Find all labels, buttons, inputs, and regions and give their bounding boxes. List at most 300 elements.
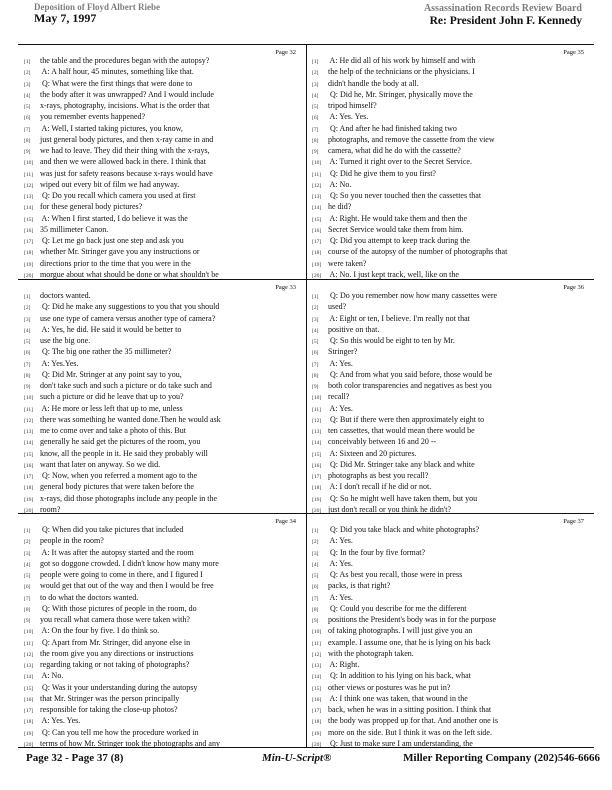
transcript-page <box>18 279 306 513</box>
line-text: that Mr. Stringer was the person principally <box>40 693 180 703</box>
transcript-line <box>24 56 298 67</box>
line-text: A: It was after the autopsy started and the room <box>40 547 194 557</box>
transcript-line <box>24 460 298 471</box>
line-text: A: Right. He would take them and then the <box>328 213 468 223</box>
transcript-line <box>312 225 586 236</box>
line-number: [11] <box>312 406 321 413</box>
transcript-line <box>312 525 586 536</box>
line-number: [6] <box>312 350 319 357</box>
line-text: Stringer? <box>328 347 358 357</box>
line-number: [19] <box>24 730 34 737</box>
transcript-line <box>312 112 586 123</box>
line-text: was just for safety reasons because x-rays would have <box>40 168 213 178</box>
line-text: Q: But if there were then approximately eight to <box>328 414 485 424</box>
line-text: generally he said get the pictures of the room, you <box>40 437 201 447</box>
line-text: Q: Did you take black and white photographs? <box>328 525 480 534</box>
transcript-line <box>312 359 586 370</box>
line-number: [5] <box>24 339 31 345</box>
line-number: [9] <box>24 149 31 155</box>
transcript-line <box>312 291 586 302</box>
line-text: want that later on anyway. So we did. <box>40 459 161 469</box>
line-number: [18] <box>312 485 322 492</box>
transcript-line <box>24 236 298 247</box>
line-number: [11] <box>24 406 33 413</box>
line-text: to do what the doctors wanted. <box>40 592 139 602</box>
transcript-line <box>24 146 298 157</box>
line-number: [1] <box>312 528 319 534</box>
line-text: A: On the four by five. I do think so. <box>40 626 160 636</box>
transcript-line <box>312 347 586 358</box>
line-text: back, when he was in a sitting position. I think that <box>328 705 492 714</box>
line-text: A: Sixteen and 20 pictures. <box>328 448 417 458</box>
line-number: [2] <box>312 70 319 77</box>
transcript-line <box>312 314 586 325</box>
line-number: [16] <box>24 462 34 469</box>
line-number: [17] <box>312 708 322 714</box>
line-text: didn't handle the body at all. <box>328 78 419 88</box>
line-text: morgue about what should be done or what shouldn't be <box>40 269 219 279</box>
transcript-line <box>312 460 586 471</box>
line-number: [3] <box>312 550 319 557</box>
line-text: A: I don't recall if he did or not. <box>328 482 432 492</box>
transcript-line <box>24 214 298 225</box>
line-number: [5] <box>312 104 319 110</box>
transcript-line <box>312 426 586 437</box>
line-text: the body after it was unwrapped? And I would include <box>40 89 214 99</box>
transcript-line <box>312 302 586 313</box>
transcript-line <box>312 559 586 570</box>
line-text: Q: Did Mr. Stringer at any point say to you, <box>40 369 182 379</box>
line-text: photographs as best you recall? <box>328 471 429 480</box>
transcript-line <box>24 325 298 336</box>
transcript-line <box>24 202 298 213</box>
line-text: A: No. I just kept track, well, like on the <box>328 269 459 279</box>
line-text: were taken? <box>328 258 367 268</box>
line-number: [17] <box>24 239 34 245</box>
line-text: use one type of camera versus another type of camera? <box>40 313 216 323</box>
line-text: Q: In the four by five format? <box>328 547 426 557</box>
transcript-line <box>312 336 586 347</box>
transcript-page <box>306 279 594 513</box>
transcript-line <box>312 259 586 270</box>
transcript-line <box>24 415 298 426</box>
line-number: [15] <box>24 216 34 223</box>
line-text: tripod himself? <box>328 101 377 110</box>
line-number: [14] <box>24 674 34 681</box>
line-number: [3] <box>312 316 319 323</box>
transcript-line <box>312 449 586 460</box>
line-text: A: Yes.Yes. <box>40 358 79 368</box>
line-text: of taking photographs. I will just give you an <box>328 626 473 636</box>
line-text: A: Yes. <box>328 592 353 602</box>
line-text: Q: So you never touched then the cassettes that <box>328 191 482 200</box>
line-number: [15] <box>24 685 34 692</box>
line-text: A: Yes. Yes. <box>40 716 81 726</box>
line-text: A: Eight or ten, I believe. I'm really not that <box>328 313 470 323</box>
transcript-line <box>24 739 298 747</box>
line-number: [13] <box>312 663 322 669</box>
line-number: [3] <box>312 81 319 88</box>
page-number: Page 35 <box>563 49 584 56</box>
line-number: [3] <box>24 316 31 323</box>
line-number: [5] <box>312 339 319 345</box>
line-text: Q: As best you recall, those were in press <box>328 570 463 579</box>
line-text: ten cassettes, that would mean there would be <box>328 426 475 435</box>
line-number: [14] <box>24 440 34 447</box>
transcript-line <box>24 392 298 403</box>
transcript-line <box>312 604 586 615</box>
transcript-line <box>312 536 586 547</box>
line-text: Q: Did you attempt to keep track during the <box>328 236 470 245</box>
line-number: [5] <box>24 573 31 579</box>
line-text: A: Turned it right over to the Secret Service. <box>328 157 472 167</box>
transcript-line <box>24 705 298 716</box>
transcript-line <box>312 593 586 604</box>
line-text: people were going to come in there, and I figured I <box>40 570 203 579</box>
line-number: [6] <box>24 115 31 122</box>
transcript-line <box>312 157 586 168</box>
transcript-line <box>312 135 586 146</box>
line-text: responsible for taking the close-up photos? <box>40 705 178 714</box>
transcript-line <box>24 615 298 626</box>
transcript-line <box>312 202 586 213</box>
line-number: [17] <box>24 474 34 480</box>
transcript-line <box>312 649 586 660</box>
line-text: x-rays, did those photographs include any people in the <box>40 493 218 503</box>
transcript-line <box>24 381 298 392</box>
line-number: [19] <box>312 496 322 503</box>
line-text: Q: With those pictures of people in the room, do <box>40 603 197 613</box>
line-number: [14] <box>312 205 322 212</box>
line-text: with the photograph taken. <box>328 648 414 658</box>
transcript-line <box>24 593 298 604</box>
transcript-line <box>24 604 298 615</box>
line-number: [1] <box>24 59 31 65</box>
line-number: [13] <box>312 194 322 200</box>
transcript-line <box>24 716 298 727</box>
line-text: recall? <box>328 392 350 402</box>
line-number: [8] <box>312 372 319 379</box>
line-text: Q: Do you remember now how many cassettes were <box>328 291 498 300</box>
line-text: Q: Now, when you referred a moment ago to the <box>40 471 197 480</box>
line-number: [1] <box>312 59 319 65</box>
page-number: Page 36 <box>563 284 584 291</box>
transcript-grid <box>18 44 594 748</box>
line-text: A: He more or less left that up to me, unless <box>40 403 183 413</box>
line-text: Q: Can you tell me how the procedure worked in <box>40 727 199 737</box>
transcript-line <box>24 359 298 370</box>
transcript-line <box>24 536 298 547</box>
line-text: Q: So this would be eight to ten by Mr. <box>328 336 455 345</box>
transcript-line <box>24 671 298 682</box>
line-number: [10] <box>24 629 34 636</box>
line-text: the table and the procedures began with the autopsy? <box>40 56 210 65</box>
transcript-line <box>312 626 586 637</box>
line-number: [1] <box>312 294 319 300</box>
transcript-line <box>24 157 298 168</box>
line-text: wiped out every bit of film we had anyway. <box>40 179 180 189</box>
transcript-line <box>24 570 298 581</box>
page-number: Page 34 <box>275 518 296 525</box>
transcript-line <box>312 505 586 513</box>
line-number: [9] <box>312 384 319 390</box>
line-text: A: A half hour, 45 minutes, something like that. <box>40 67 194 77</box>
line-text: just general body pictures, and then x-ray came in and <box>40 134 214 144</box>
line-text: room? <box>40 504 61 513</box>
line-text: Q: And after he had finished taking two <box>328 123 457 133</box>
transcript-line <box>312 67 586 78</box>
line-text: A: No. <box>40 671 64 681</box>
transcript-line <box>312 381 586 392</box>
page-number: Page 32 <box>275 49 296 56</box>
transcript-line <box>312 101 586 112</box>
transcript-line <box>24 370 298 381</box>
transcript-line <box>24 559 298 570</box>
line-number: [5] <box>312 573 319 579</box>
line-number: [8] <box>312 137 319 144</box>
transcript-line <box>312 392 586 403</box>
line-text: just don't recall or you think he didn't? <box>328 504 452 513</box>
footer-reporter: Miller Reporting Company (202)546-6666 <box>403 752 600 764</box>
line-number: [10] <box>312 395 322 402</box>
line-text: camera, what did he do with the cassette? <box>328 146 461 155</box>
line-number: [7] <box>24 126 31 133</box>
line-text: A: Yes. Yes. <box>328 112 369 122</box>
line-number: [20] <box>312 272 322 279</box>
transcript-line <box>24 112 298 123</box>
line-number: [4] <box>24 561 31 568</box>
line-text: the room give you any directions or instructions <box>40 648 194 658</box>
transcript-line <box>24 660 298 671</box>
transcript-line <box>312 191 586 202</box>
line-text: A: When I first started, I do believe it was the <box>40 213 188 223</box>
line-text: Q: Did he make any suggestions to you that you should <box>40 302 220 312</box>
line-text: Q: Just to make sure I am understanding, the <box>328 738 473 747</box>
line-text: and then we were allowed back in there. I think that <box>40 157 206 167</box>
line-text: Q: In addition to his lying on his back, what <box>328 671 471 681</box>
line-text: such a picture or did he leave that up to you? <box>40 392 184 402</box>
line-number: [8] <box>24 372 31 379</box>
line-number: [20] <box>312 741 322 747</box>
line-text: the body was propped up for that. And another one is <box>328 716 498 726</box>
line-number: [18] <box>24 250 34 257</box>
line-number: [9] <box>24 384 31 390</box>
line-number: [11] <box>24 171 33 178</box>
line-number: [18] <box>24 485 34 492</box>
line-text: x-rays, photography, incisions. What is the order that <box>40 101 210 110</box>
line-number: [18] <box>312 250 322 257</box>
line-number: [12] <box>24 417 34 424</box>
transcript-line <box>312 56 586 67</box>
line-text: positive on that. <box>328 324 380 334</box>
line-number: [8] <box>312 606 319 613</box>
line-number: [16] <box>24 696 34 703</box>
header-right <box>424 2 582 28</box>
transcript-line <box>312 694 586 705</box>
footer-page-range: Page 32 - Page 37 (8) <box>26 752 124 764</box>
line-text: Q: Did he give them to you first? <box>328 168 436 178</box>
transcript-line <box>312 404 586 415</box>
transcript-line <box>312 581 586 592</box>
line-number: [7] <box>312 361 319 368</box>
line-number: [7] <box>312 126 319 133</box>
line-number: [8] <box>24 137 31 144</box>
line-text: 35 millimeter Canon. <box>40 224 109 234</box>
line-number: [10] <box>24 160 34 167</box>
line-text: doctors wanted. <box>40 291 91 300</box>
line-text: Q: Do you recall which camera you used at first <box>40 191 196 200</box>
transcript-line <box>24 124 298 135</box>
line-number: [2] <box>312 305 319 312</box>
transcript-line <box>24 437 298 448</box>
line-text: me to come over and take a photo of this. But <box>40 426 186 435</box>
line-text: A: Yes. <box>328 358 353 368</box>
deposition-title: Deposition of Floyd Albert Riebe <box>34 2 160 12</box>
line-text: A: He did all of his work by himself and with <box>328 56 476 65</box>
line-number: [17] <box>24 708 34 714</box>
line-number: [12] <box>312 417 322 424</box>
transcript-line <box>312 415 586 426</box>
line-text: A: Well, I started taking pictures, you know, <box>40 123 183 133</box>
line-number: [4] <box>312 327 319 334</box>
transcript-line <box>24 426 298 437</box>
line-number: [20] <box>24 272 34 279</box>
line-number: [13] <box>24 663 34 669</box>
transcript-line <box>24 270 298 279</box>
line-number: [17] <box>312 239 322 245</box>
line-text: both color transparencies and negatives as best you <box>328 381 492 390</box>
transcript-line <box>312 570 586 581</box>
line-number: [8] <box>24 606 31 613</box>
line-number: [2] <box>24 70 31 77</box>
transcript-line <box>312 471 586 482</box>
line-number: [19] <box>24 261 34 268</box>
transcript-line <box>24 548 298 559</box>
line-text: Q: Was it your understanding during the autopsy <box>40 682 198 692</box>
line-number: [14] <box>312 674 322 681</box>
transcript-line <box>24 626 298 637</box>
transcript-line <box>24 67 298 78</box>
transcript-line <box>312 146 586 157</box>
transcript-line <box>312 270 586 279</box>
transcript-line <box>24 694 298 705</box>
transcript-line <box>312 247 586 258</box>
line-number: [15] <box>312 216 322 223</box>
line-number: [2] <box>24 305 31 312</box>
line-text: A: No. <box>328 179 352 189</box>
line-number: [16] <box>312 462 322 469</box>
line-text: would get that out of the way and then I would be free <box>40 581 214 591</box>
line-number: [4] <box>24 327 31 334</box>
transcript-line <box>312 683 586 694</box>
line-number: [13] <box>312 429 322 435</box>
line-text: use the big one. <box>40 336 91 345</box>
transcript-line <box>24 581 298 592</box>
page-number: Page 37 <box>563 518 584 525</box>
line-number: [11] <box>24 640 33 647</box>
transcript-line <box>312 705 586 716</box>
transcript-line <box>24 471 298 482</box>
line-text: Q: The big one rather the 35 millimeter? <box>40 347 172 357</box>
line-text: you remember events happened? <box>40 112 146 122</box>
line-number: [17] <box>312 474 322 480</box>
line-text: Q: So he might well have taken them, but you <box>328 493 478 503</box>
line-number: [15] <box>312 451 322 458</box>
transcript-line <box>24 259 298 270</box>
line-text: A: Yes. <box>328 403 353 413</box>
transcript-line <box>312 79 586 90</box>
line-text: Q: Did Mr. Stringer take any black and white <box>328 459 475 469</box>
transcript-line <box>24 314 298 325</box>
line-text: A: Right. <box>328 660 360 669</box>
line-number: [12] <box>312 182 322 189</box>
line-text: Q: When did you take pictures that included <box>40 525 184 534</box>
line-text: terms of how Mr. Stringer took the photographs and any <box>40 738 220 747</box>
line-number: [16] <box>312 696 322 703</box>
transcript-line <box>24 505 298 513</box>
transcript-line <box>312 325 586 336</box>
line-text: directions prior to the time that you were in the <box>40 258 191 268</box>
line-number: [7] <box>24 361 31 368</box>
line-number: [10] <box>24 395 34 402</box>
line-text: A: Yes. <box>328 536 353 546</box>
line-text: example. I assume one, that he is lying on his back <box>328 637 491 647</box>
line-number: [13] <box>24 194 34 200</box>
line-text: there was something he wanted done.Then he would ask <box>40 414 221 424</box>
line-number: [16] <box>312 227 322 234</box>
footer-brand: Min-U-Script® <box>262 752 332 764</box>
line-number: [6] <box>24 350 31 357</box>
deposition-date: May 7, 1997 <box>34 11 97 25</box>
transcript-line <box>312 716 586 727</box>
line-number: [4] <box>312 92 319 99</box>
line-text: Q: Could you describe for me the different <box>328 603 467 613</box>
line-text: Q: Let me go back just one step and ask you <box>40 236 184 245</box>
line-text: got so doggone crowded. I didn't know how many more <box>40 558 219 568</box>
transcript-line <box>312 180 586 191</box>
case-title: Re: President John F. Kennedy <box>429 15 582 27</box>
transcript-line <box>24 180 298 191</box>
line-text: know, all the people in it. He said they probably will <box>40 448 208 458</box>
line-text: Q: What were the first things that were done to <box>40 78 193 88</box>
transcript-line <box>312 482 586 493</box>
transcript-line <box>312 671 586 682</box>
transcript-line <box>312 494 586 505</box>
line-number: [16] <box>24 227 34 234</box>
transcript-line <box>24 191 298 202</box>
line-number: [18] <box>312 719 322 726</box>
line-number: [10] <box>312 629 322 636</box>
transcript-line <box>24 302 298 313</box>
transcript-line <box>312 728 586 739</box>
transcript-line <box>312 124 586 135</box>
transcript-page <box>18 45 306 279</box>
transcript-line <box>312 638 586 649</box>
line-text: packs, is that right? <box>328 581 391 591</box>
transcript-line <box>312 90 586 101</box>
line-text: photographs, and remove the cassette from the view <box>328 134 495 144</box>
transcript-line <box>312 660 586 671</box>
transcript-page <box>306 513 594 747</box>
transcript-line <box>24 683 298 694</box>
line-text: conceivably between 16 and 20 -- <box>328 437 437 447</box>
line-text: course of the autopsy of the number of photographs that <box>328 247 508 257</box>
page-number: Page 33 <box>275 284 296 291</box>
line-number: [11] <box>312 171 321 178</box>
line-number: [7] <box>312 595 319 602</box>
line-number: [4] <box>24 92 31 99</box>
line-text: he did? <box>328 202 352 212</box>
